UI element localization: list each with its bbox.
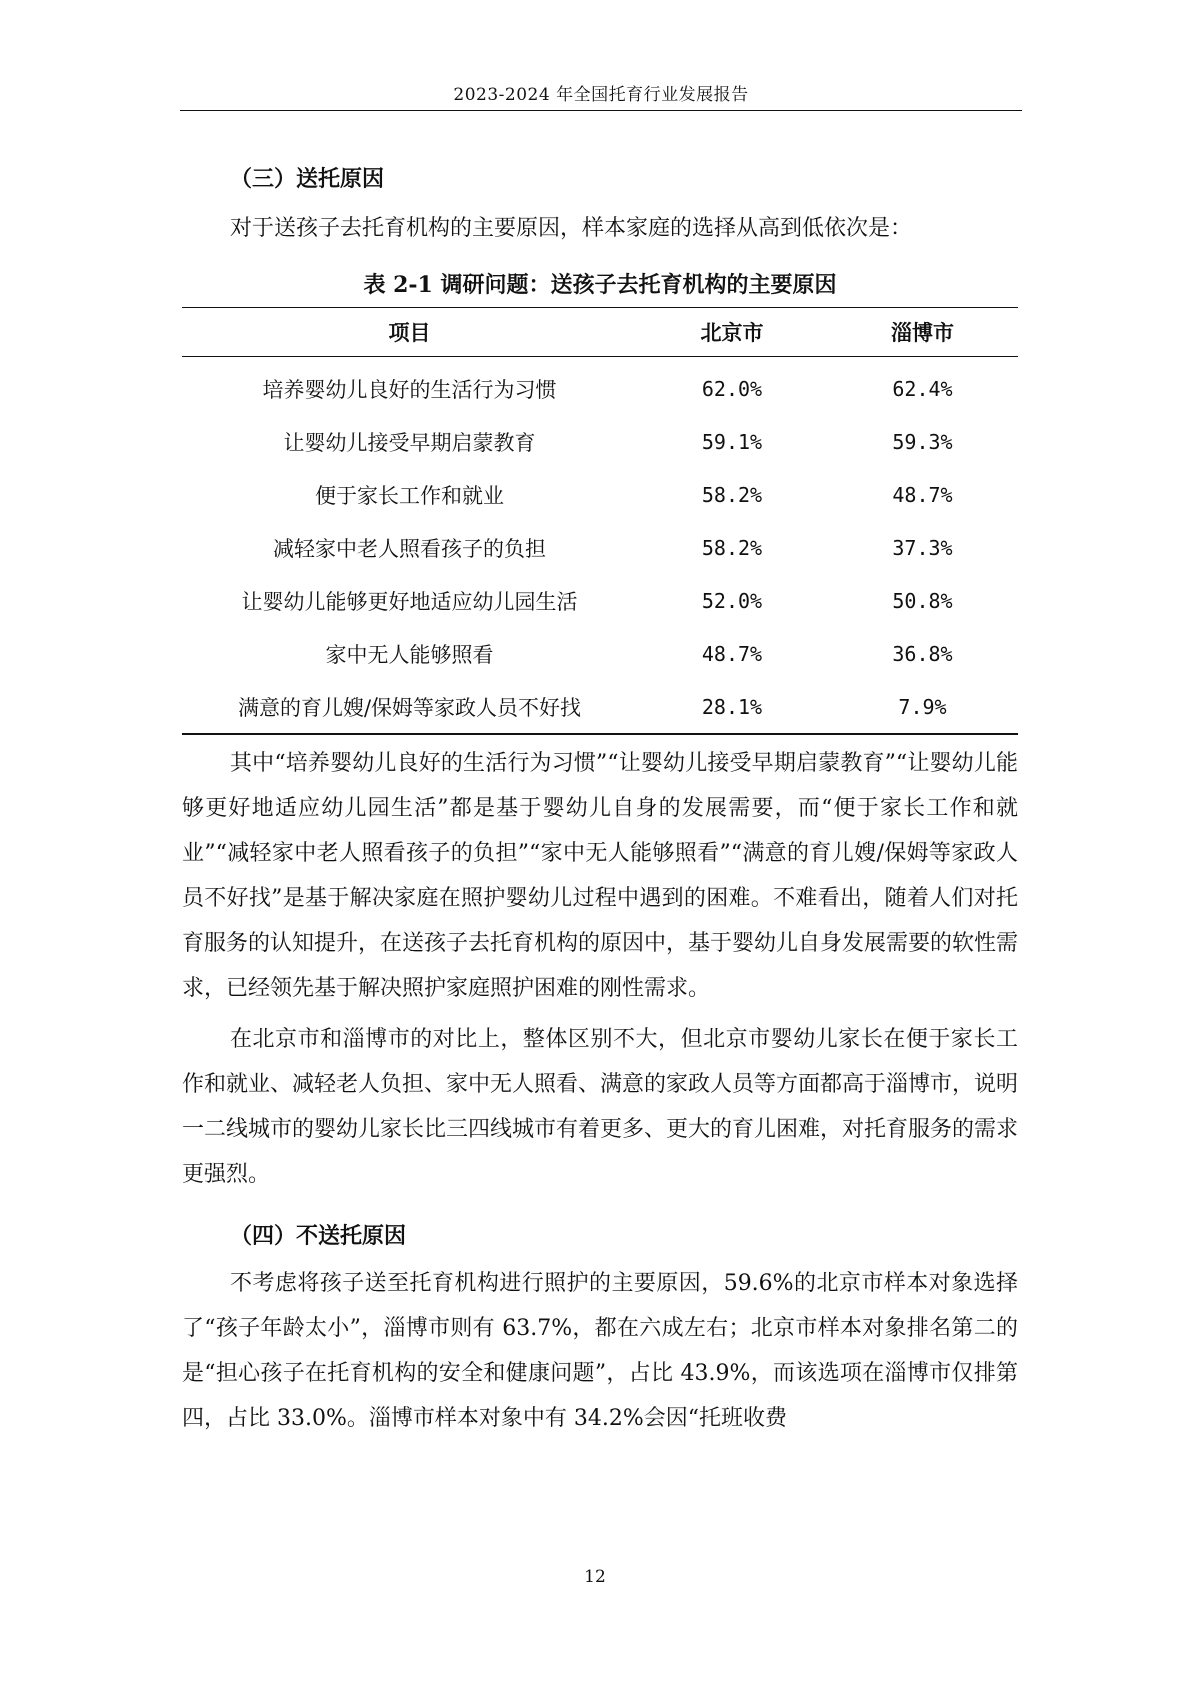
row-item: 培养婴幼儿良好的生活行为习惯: [262, 377, 557, 402]
table-row: [182, 521, 1018, 574]
comparison-paragraph: 在北京市和淄博市的对比上，整体区别不大，但北京市婴幼儿家长在便于家长工作和就业、减轻老人负担、家中无人照看、满意的家政人员等方面都高于淄博市，说明一二线城市的婴幼儿家长比三四线城市有着更多、更大的育儿困难，对托育服务的需求更强烈。: [182, 1027, 1019, 1187]
table-row: [182, 627, 1018, 680]
row-zibo-value: 7.9%: [827, 680, 1018, 734]
table-row: [182, 415, 1018, 468]
page-number: 12: [584, 1567, 606, 1587]
row-beijing-value: 59.1%: [701, 429, 763, 454]
no-send-paragraph: 不考虑将孩子送至托育机构进行照护的主要原因，59.6%的北京市样本对象选择了“孩子年龄太小”，淄博市则有 63.7%，都在六成左右；北京市样本对象排名第二的是“担心孩子在托育机构的安全和健康问题”，占比 43.9%，而该选项在淄博市仅排第四，占比 33.0%。淄博市样本对象中有 34.2%会因“托班收费: [182, 1271, 1018, 1431]
page-content: [182, 140, 1018, 1441]
section-heading-no-send-reasons: （四）不送托原因: [230, 1223, 407, 1249]
row-zibo-value: 62.4%: [892, 376, 953, 401]
header-zibo: 淄博市: [827, 308, 1018, 357]
row-item: 便于家长工作和就业: [315, 483, 504, 508]
row-beijing-value: 58.2%: [701, 535, 763, 560]
row-item: 让婴幼儿接受早期启蒙教育: [283, 430, 536, 455]
row-zibo-value: 36.8%: [892, 641, 953, 666]
row-zibo-value: 37.3%: [892, 535, 953, 560]
row-item: 家中无人能够照看: [325, 642, 494, 667]
row-beijing-value: 48.7%: [701, 641, 763, 666]
row-beijing-value: 58.2%: [701, 482, 763, 507]
header-item: 项目: [182, 308, 637, 357]
section-heading-send-reasons: （三）送托原因: [230, 166, 385, 192]
header-beijing: 北京市: [637, 308, 827, 357]
row-zibo-value: 59.3%: [892, 429, 953, 454]
table-caption: 表 2-1 调研问题：送孩子去托育机构的主要原因: [363, 272, 837, 298]
row-item: 让婴幼儿能够更好地适应幼儿园生活: [241, 589, 578, 614]
analysis-paragraph: 其中“培养婴幼儿良好的生活行为习惯”“让婴幼儿接受早期启蒙教育”“让婴幼儿能够更好地适应幼儿园生活”都是基于婴幼儿自身的发展需要，而“便于家长工作和就业”“减轻家中老人照看孩子的负担”“家中无人能够照看”“满意的育儿嫂/保姆等家政人员不好找”是基于解决家庭在照护婴幼儿过程中遇到的困难。不难看出，随着人们对托育服务的认知提升，在送孩子去托育机构的原因中，基于婴幼儿自身发展需要的软性需求，已经领先基于解决照护家庭照护困难的刚性需求。: [182, 751, 1019, 1001]
row-zibo-value: 50.8%: [892, 588, 953, 613]
row-item: 满意的育儿嫂/保姆等家政人员不好找: [182, 680, 637, 734]
reasons-table: [182, 307, 1018, 735]
row-beijing-value: 52.0%: [701, 588, 763, 613]
header-rule: [180, 110, 1022, 111]
row-zibo-value: 48.7%: [892, 482, 953, 507]
table-row: [182, 680, 1018, 734]
intro-paragraph: 对于送孩子去托育机构的主要原因，样本家庭的选择从高到低依次是：: [230, 216, 913, 241]
row-item: 减轻家中老人照看孩子的负担: [273, 536, 546, 561]
table-row: [182, 357, 1018, 416]
table-row: [182, 574, 1018, 627]
table-header-row: [182, 308, 1018, 357]
row-beijing-value: 62.0%: [701, 376, 763, 401]
row-beijing-value: 28.1%: [637, 680, 827, 734]
table-row: [182, 468, 1018, 521]
page-header: 2023-2024 年全国托育行业发展报告: [453, 85, 749, 105]
